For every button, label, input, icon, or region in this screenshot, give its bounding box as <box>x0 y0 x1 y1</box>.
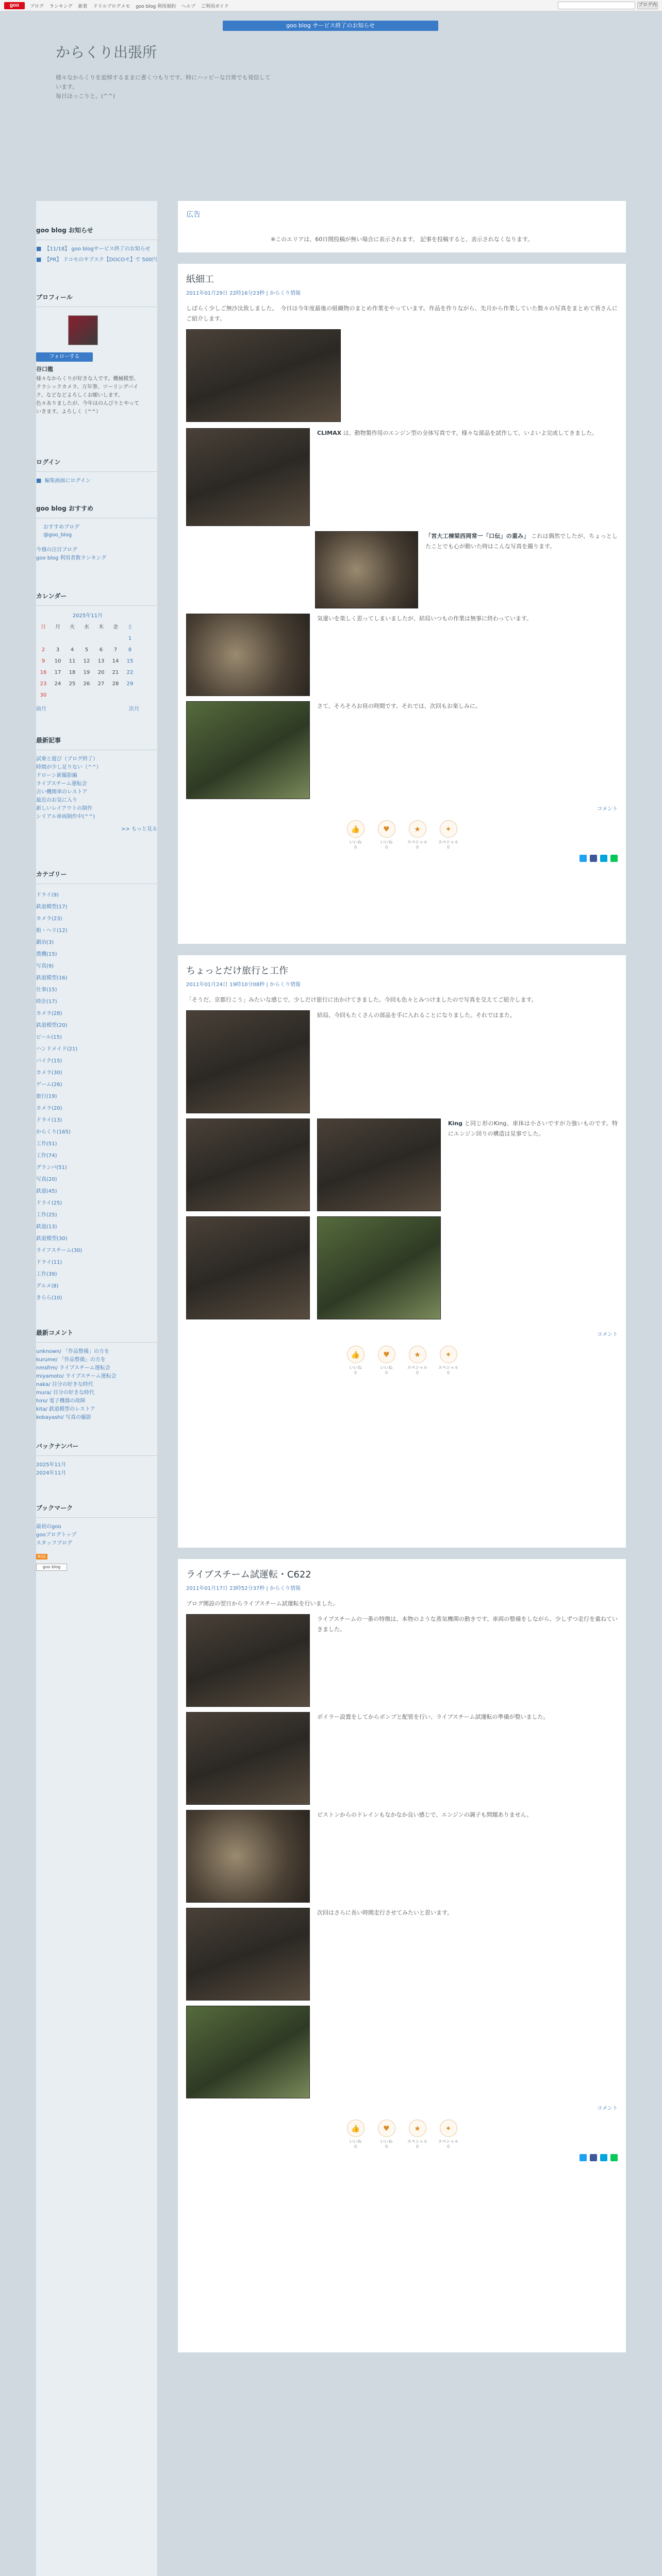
calendar-day[interactable]: 2 <box>41 647 45 653</box>
recent-item[interactable]: 最近のお気に入り <box>36 798 77 803</box>
category-item[interactable]: 鍛冶(3) <box>36 940 54 945</box>
calendar-day[interactable]: 21 <box>112 670 119 675</box>
sparkle-icon: ✦ <box>440 1346 457 1363</box>
comment-item[interactable]: nmsfrm/ ライブスチーム運転会 <box>36 1365 110 1371</box>
entry-caption: King <box>448 1120 462 1127</box>
calendar-day[interactable]: 9 <box>41 658 45 664</box>
sparkle-icon: ✦ <box>440 820 457 838</box>
reaction-count: 0 <box>354 1370 357 1375</box>
profile-text: 様々なからくりが好きな人です。機械模型、クラシックカメラ、万年筆、ツーリングバイク、などなどよろしくお願いします。 色々ありましたが、今年はのんびりとやっていきます。よろしく（^^） <box>36 376 139 415</box>
reaction-label: いいね <box>349 2139 362 2144</box>
calendar-day[interactable]: 14 <box>112 658 119 664</box>
entry-title[interactable]: 紙細工 <box>186 274 214 285</box>
top-nav-item[interactable]: ブログ <box>30 4 44 9</box>
category-item[interactable]: 工作(39) <box>36 1272 57 1277</box>
reaction-button[interactable] <box>345 1346 366 1375</box>
category-item[interactable]: 鉄道模型(30) <box>36 1236 68 1242</box>
thumbs-up-icon: 👍 <box>347 1346 365 1363</box>
calendar-day <box>65 690 79 701</box>
entry-text: ピストンからのドレインもなかなか良い感じで、エンジンの調子も問題ありません。 <box>317 1811 533 1818</box>
calendar-week <box>36 690 139 701</box>
backnumber-item[interactable]: 2025年11月 <box>36 1462 67 1468</box>
entry-photo <box>186 1810 310 1903</box>
reaction-label: スペシャル <box>438 2139 459 2144</box>
entry-text: 「そうだ、京都行こう」みたいな感じで、少しだけ旅行に出かけてきました。今回も色々とみつけましたので写真を交えてご紹介します。 <box>186 996 537 1003</box>
recent-item[interactable]: 時間が少し足りない（^^） <box>36 765 102 770</box>
thumbs-up-icon: 👍 <box>347 2120 365 2137</box>
reaction-count: 0 <box>416 1370 419 1375</box>
category-item[interactable]: バイク(15) <box>36 1058 62 1064</box>
twitter-share-icon[interactable] <box>580 855 587 862</box>
follow-button[interactable]: フォローする <box>36 352 93 362</box>
blog-entry <box>178 1559 626 2352</box>
calendar <box>36 611 139 712</box>
ad-block <box>178 201 626 252</box>
category-item[interactable]: 船・ヘリ(12) <box>36 928 68 934</box>
comment-item[interactable]: kurume/ 「作品整備」の方を <box>36 1357 106 1363</box>
category-item[interactable]: ドライ(25) <box>36 1200 62 1206</box>
line-share-icon[interactable] <box>610 2154 618 2161</box>
reaction-count: 0 <box>385 845 388 850</box>
category-item[interactable]: 時計(17) <box>36 999 57 1005</box>
facebook-share-icon[interactable] <box>590 855 597 862</box>
twitter-share-icon[interactable] <box>580 2154 587 2161</box>
info-icon: ■ <box>36 245 42 252</box>
sparkle-icon: ✦ <box>440 2120 457 2137</box>
entry-caption: 「宮大工棟梁西岡常一「口伝」の重み」 <box>425 533 529 539</box>
reaction-count: 0 <box>416 845 419 850</box>
reaction-button[interactable] <box>407 2120 428 2149</box>
calendar-prev-link[interactable]: 前月 <box>36 706 46 712</box>
top-nav-item[interactable]: 新着 <box>78 4 88 9</box>
rss-icon[interactable]: RSS <box>36 1554 47 1560</box>
category-item[interactable]: ライフスチーム(30) <box>36 1248 82 1253</box>
reaction-label: スペシャル <box>438 1365 459 1370</box>
goo-logo[interactable]: goo <box>4 2 25 9</box>
comment-item[interactable]: kita/ 鉄道模型のレストア <box>36 1406 95 1412</box>
reaction-label: いいね <box>380 2139 393 2144</box>
heart-icon: ♥ <box>378 2120 395 2137</box>
category-list <box>36 889 157 1304</box>
blog-entry <box>178 955 626 1548</box>
calendar-day[interactable]: 16 <box>40 670 47 675</box>
entry-photo <box>186 1712 310 1805</box>
category-item[interactable]: ドライ(11) <box>36 1260 62 1265</box>
calendar-week <box>36 667 139 679</box>
star-icon: ★ <box>409 820 426 838</box>
entry-text: ブログ開設の翌日からライブスチーム試運転を行いました。 <box>186 1600 339 1607</box>
goo-news-link[interactable]: 【PR】 ドコモのサブスク【DOCOモ】で 500円 <box>44 257 157 263</box>
reaction-count: 0 <box>446 1370 450 1375</box>
goo-blog-badge[interactable]: goo blog <box>36 1564 67 1571</box>
calendar-day[interactable]: 26 <box>83 681 90 687</box>
calendar-day <box>79 633 94 645</box>
calendar-day <box>36 633 51 645</box>
facebook-share-icon[interactable] <box>590 2154 597 2161</box>
category-item[interactable]: カメラ(23) <box>36 916 62 922</box>
backnumber-item[interactable]: 2024年11月 <box>36 1470 67 1476</box>
reaction-bar <box>186 1346 618 1375</box>
top-nav-item[interactable]: goo blog 利用規約 <box>136 4 176 9</box>
top-nav-item[interactable]: ランキング <box>49 4 73 9</box>
calendar-day[interactable]: 5 <box>85 647 89 653</box>
calendar-month: 2025年11月 <box>72 613 103 619</box>
calendar-day[interactable]: 3 <box>56 647 60 653</box>
star-icon: ★ <box>409 1346 426 1363</box>
category-item[interactable]: ハンドメイド(21) <box>36 1046 78 1052</box>
recent-item[interactable]: ドローン新撮影編 <box>36 773 77 778</box>
share-bar <box>186 855 618 862</box>
search-input[interactable] <box>558 2 635 9</box>
calendar-day <box>79 690 94 701</box>
reaction-count: 0 <box>416 2144 419 2149</box>
comment-item[interactable]: miyamoto/ ライブスチーム運転会 <box>36 1374 117 1379</box>
entry-photo <box>186 428 310 526</box>
comment-item[interactable]: naka/ 目分の好きな時代 <box>36 1382 93 1387</box>
profile-avatar[interactable] <box>68 315 98 345</box>
calendar-day[interactable]: 30 <box>40 692 47 698</box>
calendar-days <box>36 633 139 701</box>
calendar-day[interactable]: 17 <box>54 670 61 675</box>
profile-title: プロフィール <box>36 289 157 307</box>
reaction-bar <box>186 820 618 850</box>
reaction-button[interactable] <box>407 820 428 850</box>
goo-news-link[interactable]: 【11/18】 goo blogサービス終了のお知らせ <box>44 246 151 252</box>
calendar-day <box>108 633 123 645</box>
category-item[interactable]: 写真(9) <box>36 963 54 969</box>
entry-meta[interactable]: 2011年01月17日 23時52分37秒 | からくり情報 <box>186 1586 301 1591</box>
recent-title: 最新記事 <box>36 732 157 750</box>
calendar-day[interactable]: 18 <box>69 670 76 675</box>
entry-text: 気違いを楽しく思ってしまいましたが、結局いつもの作業は無事に終わっています。 <box>317 615 533 622</box>
calendar-day <box>94 633 108 645</box>
category-item[interactable]: 工作(51) <box>36 1141 57 1147</box>
hatena-share-icon[interactable] <box>600 2154 607 2161</box>
calendar-day[interactable]: 29 <box>126 681 134 687</box>
entry-photo <box>186 1614 310 1707</box>
entry-text: 結局、今回もたくさんの部品を手に入れることになりました。それではまた。 <box>317 1012 516 1019</box>
calendar-weekday: 火 <box>70 624 75 630</box>
line-share-icon[interactable] <box>610 855 618 862</box>
calendar-weekday: 土 <box>127 624 133 630</box>
calendar-day <box>65 633 79 645</box>
entry-text: ライブスチームの一番の特徴は、本物のような蒸気機関の動きです。車両の整備をしながら、少しずつ走行を重ねていきました。 <box>317 1616 618 1633</box>
calendar-day <box>123 690 137 701</box>
reaction-count: 0 <box>354 845 357 850</box>
top-bar <box>0 0 662 11</box>
entry-photo <box>186 1010 310 1113</box>
category-item[interactable]: ゲーム(26) <box>36 1082 62 1088</box>
entry-text: 次回はさらに長い時間走行させてみたいと思います。 <box>317 1909 453 1916</box>
category-item[interactable]: からくり(165) <box>36 1129 71 1135</box>
entry-photo <box>186 2006 310 2098</box>
category-title: カテゴリー <box>36 866 157 884</box>
entry-text: ボイラー設置をしてからポンプと配管を行い、ライブスチーム試運転の準備が整いました。 <box>317 1714 549 1720</box>
recommend-link[interactable]: @goo_blog <box>43 532 72 538</box>
entry-photo <box>186 1908 310 2001</box>
entry-title[interactable]: ライブスチーム試運転・C622 <box>186 1569 311 1580</box>
heart-icon: ♥ <box>378 1346 395 1363</box>
reaction-count: 0 <box>385 2144 388 2149</box>
category-item[interactable]: 工作(25) <box>36 1212 57 1218</box>
calendar-weekday: 金 <box>113 624 118 630</box>
recent-item[interactable]: 試乗と遊び（ブログ終了） <box>36 756 98 762</box>
hatena-share-icon[interactable] <box>600 855 607 862</box>
reaction-count: 0 <box>446 2144 450 2149</box>
calendar-day <box>108 690 123 701</box>
calendar-day[interactable]: 20 <box>97 670 105 675</box>
reaction-button[interactable] <box>438 1346 459 1375</box>
entry-photo <box>186 329 341 422</box>
blog-title[interactable]: からくり出張所 <box>56 44 157 61</box>
recent-item[interactable]: シリアル車両制作中(^^) <box>36 814 95 820</box>
sidebar <box>36 201 157 2576</box>
reaction-label: スペシャル <box>438 840 459 844</box>
calendar-day[interactable]: 10 <box>54 658 61 664</box>
reaction-bar <box>186 2120 618 2149</box>
calendar-title: カレンダー <box>36 587 157 606</box>
calendar-day[interactable]: 1 <box>128 636 132 641</box>
comment-item[interactable]: mura/ 目分の好きな時代 <box>36 1390 94 1396</box>
reaction-button[interactable] <box>376 2120 397 2149</box>
blog-entry <box>178 264 626 944</box>
entry-meta[interactable]: 2011年01月24日 19時10分08秒 | からくり情報 <box>186 982 301 988</box>
calendar-day[interactable]: 7 <box>113 647 118 653</box>
reaction-button[interactable] <box>376 820 397 850</box>
calendar-day[interactable]: 15 <box>126 658 134 664</box>
calendar-day[interactable]: 13 <box>97 658 105 664</box>
calendar-day[interactable]: 25 <box>69 681 76 687</box>
reaction-button[interactable] <box>376 1346 397 1375</box>
profile-name: 谷口龍 <box>36 366 53 372</box>
reaction-button[interactable] <box>345 820 366 850</box>
comment-item[interactable]: unknown/ 「作品整備」の方を <box>36 1349 109 1354</box>
recommend-text: 今週の注目ブログ goo blog 利用者数ランキング <box>36 547 107 561</box>
entry-photo <box>186 1216 310 1319</box>
entry-photo <box>186 1118 310 1211</box>
goo-news-title: goo blog お知らせ <box>36 222 157 240</box>
star-icon: ★ <box>409 2120 426 2137</box>
calendar-day[interactable]: 22 <box>126 670 134 675</box>
category-item[interactable]: 農機(15) <box>36 952 57 957</box>
calendar-day[interactable]: 24 <box>54 681 61 687</box>
blog-description: 様々なからくりを追悼するままに書くつもりです。時にハッピーな日常でも発信しています。 毎日ほっこりと。(^^) <box>56 74 271 99</box>
top-nav-item[interactable]: ご利用ガイド <box>201 4 229 9</box>
category-item[interactable]: 旅行(19) <box>36 1094 57 1099</box>
calendar-day[interactable]: 19 <box>83 670 90 675</box>
calendar-week <box>36 633 139 645</box>
reaction-label: スペシャル <box>407 2139 428 2144</box>
reaction-button[interactable] <box>345 2120 366 2149</box>
category-item[interactable]: カメラ(30) <box>36 1070 62 1076</box>
reaction-button[interactable] <box>438 2120 459 2149</box>
recent-list <box>36 755 157 821</box>
category-item[interactable]: きらら(10) <box>36 1295 62 1301</box>
category-item[interactable]: 鉄道(45) <box>36 1189 57 1194</box>
share-bar <box>186 2154 618 2161</box>
entry-photo <box>186 614 310 696</box>
entry-text: と同じ形のKing、車体は小さいですが力強いものです。特にエンジン回りの構造は見事でした。 <box>448 1120 618 1137</box>
blog-header <box>56 41 608 101</box>
calendar-day <box>51 633 65 645</box>
reaction-label: スペシャル <box>407 840 428 844</box>
entry-photo <box>317 1118 441 1211</box>
calendar-next-link[interactable]: 次月 <box>129 706 139 712</box>
reaction-label: いいね <box>380 840 393 844</box>
ad-text: ※このエリアは、60日間投稿が無い場合に表示されます。 記事を投稿すると、表示されなくなります。 <box>271 236 533 243</box>
calendar-day[interactable]: 12 <box>83 658 90 664</box>
entry-text: は、動物製作用のエンジン型の全体写真です。様々な部品を試作して、いよいよ完成してきました。 <box>343 430 598 436</box>
category-item[interactable]: 仕事(15) <box>36 987 57 993</box>
calendar-day[interactable]: 23 <box>40 681 47 687</box>
calendar-day[interactable]: 11 <box>69 658 76 664</box>
category-item[interactable]: カメラ(28) <box>36 1011 62 1016</box>
reaction-count: 0 <box>354 2144 357 2149</box>
calendar-weekdays <box>36 622 139 633</box>
top-nav-item[interactable]: ヘルプ <box>181 4 195 9</box>
bookmark-item[interactable]: スタッフブログ <box>36 1540 72 1546</box>
recommend-title: goo blog おすすめ <box>36 500 157 518</box>
recommend-link[interactable]: おすすめブログ <box>43 524 80 530</box>
calendar-day[interactable]: 4 <box>70 647 74 653</box>
backnumber-title: バックナンバー <box>36 1437 157 1456</box>
comment-item[interactable]: kobayashi/ 写真の撮影 <box>36 1415 91 1420</box>
calendar-week <box>36 645 139 656</box>
comment-link[interactable]: コメント <box>597 806 618 812</box>
reaction-label: いいね <box>349 840 362 844</box>
calendar-day[interactable]: 6 <box>99 647 103 653</box>
calendar-day <box>94 690 108 701</box>
reaction-label: いいね <box>380 1365 393 1370</box>
calendar-weekday: 木 <box>98 624 104 630</box>
category-item[interactable]: グルメ(8) <box>36 1283 59 1289</box>
entry-meta[interactable]: 2011年01月29日 22時16分23秒 | からくり情報 <box>186 291 301 296</box>
comment-list <box>36 1348 157 1422</box>
entry-title[interactable]: ちょっとだけ旅行と工作 <box>186 965 288 976</box>
calendar-day[interactable]: 8 <box>128 647 132 653</box>
login-icon: ■ <box>36 477 42 484</box>
category-item[interactable]: 鉄道模型(17) <box>36 904 68 910</box>
entry-text: さて、そろそろお昼の時間です。それでは、次回もお楽しみに。 <box>317 703 481 709</box>
category-item[interactable]: カメラ(20) <box>36 1106 62 1111</box>
thumbs-up-icon: 👍 <box>347 820 365 838</box>
login-link[interactable]: 編集画面にログイン <box>44 478 91 484</box>
category-item[interactable]: 工作(74) <box>36 1153 57 1159</box>
calendar-week <box>36 679 139 690</box>
category-item[interactable]: ビール(15) <box>36 1035 62 1040</box>
category-item[interactable]: グランパ(51) <box>36 1165 67 1171</box>
calendar-day[interactable]: 28 <box>112 681 119 687</box>
reaction-count: 0 <box>446 845 450 850</box>
reaction-label: スペシャル <box>407 1365 428 1370</box>
calendar-day <box>51 690 65 701</box>
info-icon: ■ <box>36 256 42 263</box>
reaction-label: いいね <box>349 1365 362 1370</box>
entry-text: これは偶然でしたが、ちょっとしたことでも心が動いた時はこんな写真を撮ります。 <box>425 533 618 550</box>
top-nav-item[interactable]: ドリルブログメモ <box>93 4 130 9</box>
heart-icon: ♥ <box>378 820 395 838</box>
top-nav <box>30 3 233 9</box>
search-button[interactable]: ブログ内 <box>637 2 658 9</box>
bookmark-title: ブックマーク <box>36 1499 157 1518</box>
calendar-day[interactable]: 27 <box>97 681 105 687</box>
entry-text: しばらく少しご無沙汰致しました。 今日は今年度最後の組織物のまとめ作業をやっています。作品を作りながら、先月から作業していた数々の写真をまとめて皆さんにご紹介します。 <box>186 305 618 322</box>
entry-caption: CLIMAX <box>317 430 342 436</box>
calendar-week <box>36 656 139 667</box>
entry-photo <box>315 531 418 608</box>
recent-item[interactable]: 古い機関車のレストア <box>36 789 88 795</box>
category-item[interactable]: 鉄道模型(20) <box>36 1023 68 1028</box>
category-item[interactable]: ドライ(13) <box>36 1117 62 1123</box>
reaction-count: 0 <box>385 1370 388 1375</box>
recent-item[interactable]: 新しいレイアウトの制作 <box>36 806 93 811</box>
ad-label: 広告 <box>186 211 201 219</box>
comment-item[interactable]: hiro/ 電子機器の故障 <box>36 1398 86 1404</box>
service-end-notice[interactable]: goo blog サービス終了のお知らせ <box>223 21 438 31</box>
login-title: ログイン <box>36 453 157 472</box>
bookmark-item[interactable]: 最初のgoo <box>36 1524 61 1530</box>
recent-more-link[interactable]: >> もっと見る <box>121 826 157 832</box>
calendar-weekday: 水 <box>84 624 89 630</box>
category-item[interactable]: 鉄道模型(16) <box>36 975 68 981</box>
category-item[interactable]: 写真(20) <box>36 1177 57 1182</box>
entry-photo <box>317 1216 441 1319</box>
calendar-weekday: 日 <box>41 624 46 630</box>
reaction-button[interactable] <box>407 1346 428 1375</box>
comments-title: 最新コメント <box>36 1324 157 1343</box>
comment-link[interactable]: コメント <box>597 2106 618 2111</box>
calendar-weekday: 月 <box>55 624 60 630</box>
main-content <box>178 201 626 2364</box>
reaction-button[interactable] <box>438 820 459 850</box>
recent-item[interactable]: ライブスチーム運転会 <box>36 781 87 787</box>
comment-link[interactable]: コメント <box>597 1332 618 1337</box>
category-item[interactable]: 鉄道(13) <box>36 1224 57 1230</box>
category-item[interactable]: ドライ(9) <box>36 892 59 898</box>
entry-photo <box>186 701 310 799</box>
bookmark-item[interactable]: gooブログトップ <box>36 1532 77 1538</box>
